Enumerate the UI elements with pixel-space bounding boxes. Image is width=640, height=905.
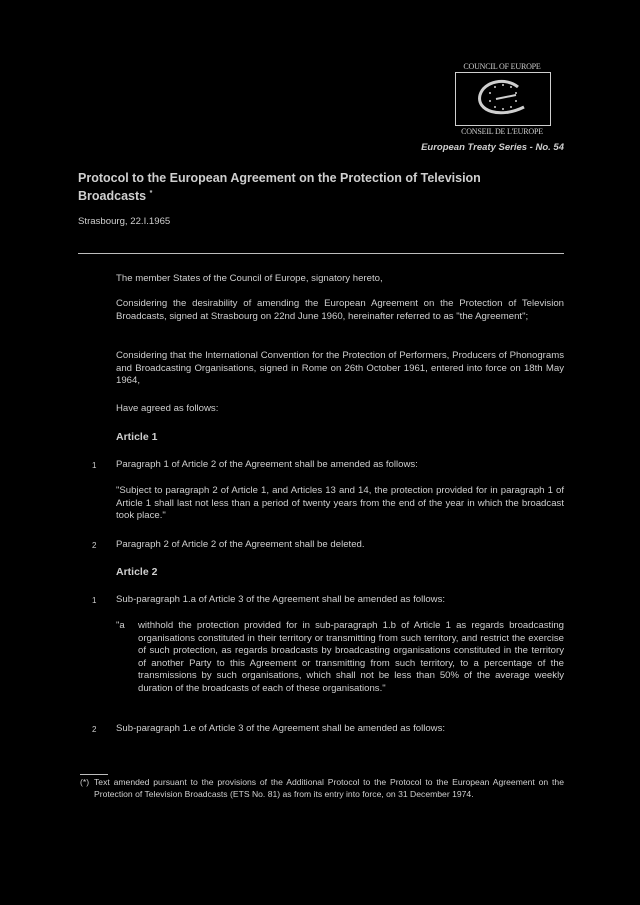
article-2-para-2: Sub-paragraph 1.e of Article 3 of the Agreement shall be amended as follows: — [116, 723, 446, 734]
divider — [78, 253, 564, 254]
preamble-2: Considering the desirability of amending the European Agreement on the Protection of Television Broadcasts, signed at Strasbourg on 22nd June 1960, hereinafter referred to as "the Agreement"; — [116, 298, 564, 322]
footnote-rule — [80, 774, 108, 775]
footnote-label: (*) — [80, 777, 90, 787]
article-1-quote: "Subject to paragraph 2 of Article 1, and Articles 13 and 14, the protection provided for in paragraph 1 of Article 1 shall last not less than a period of twenty years from the end of the year in which the broadcast took place." — [116, 485, 564, 522]
article-2-num-2: 2 — [92, 725, 97, 734]
article-1-heading: Article 1 — [116, 431, 158, 443]
article-1-num-1: 1 — [92, 461, 97, 470]
article-1-para-2: Paragraph 2 of Article 2 of the Agreement shall be deleted. — [116, 539, 365, 550]
footnote — [80, 776, 564, 800]
article-1-para-1: Paragraph 1 of Article 2 of the Agreement shall be amended as follows: — [116, 459, 418, 470]
logo-text-top: COUNCIL OF EUROPE — [463, 62, 541, 71]
title-text: Protocol to the European Agreement on the Protection of Television Broadcasts — [78, 171, 481, 204]
title-footnote-mark: * — [149, 190, 153, 197]
logo-text-bottom: CONSEIL DE L'EUROPE — [461, 127, 543, 136]
document-title — [78, 171, 538, 204]
footnote-text: Text amended pursuant to the provisions of the Additional Protocol to the Protocol to the European Agreement on the Protection of Television Broadcasts (ETS No. 81) as from its entry into force, on 31 December 1974. — [94, 777, 564, 799]
article-2-heading: Article 2 — [116, 566, 158, 578]
article-2-num-1: 1 — [92, 596, 97, 605]
document-date: Strasbourg, 22.I.1965 — [78, 216, 171, 227]
council-of-europe-logo — [455, 72, 551, 126]
article-2-quote: withhold the protection provided for in sub-paragraph 1.b of Article 1 as regards broadcasting organisations constituted in their territory or transmitting from such territory, and restrict the exercise of such protection, as regards broadcasts by broadcasting organisations constituted in the territory of another Party to this Agreement or transmitting from such territory, to a percentage of the transmissions by such organisations, which shall not be less than 50% of the average weekly duration of the broadcasts of each of these organisations." — [138, 620, 564, 694]
article-2-para-1: Sub-paragraph 1.a of Article 3 of the Agreement shall be amended as follows: — [116, 594, 446, 605]
treaty-series: European Treaty Series - No. 54 — [421, 142, 564, 153]
preamble-4: Have agreed as follows: — [116, 403, 219, 414]
article-2-quote-mark: "a — [116, 620, 125, 631]
preamble-1: The member States of the Council of Europe, signatory hereto, — [116, 273, 383, 284]
preamble-3: Considering that the International Convention for the Protection of Performers, Producers of Phonograms and Broadcasting Organisations, signed in Rome on 26th October 1961, entered into force on 18th May 1964, — [116, 350, 564, 387]
article-1-num-2: 2 — [92, 541, 97, 550]
